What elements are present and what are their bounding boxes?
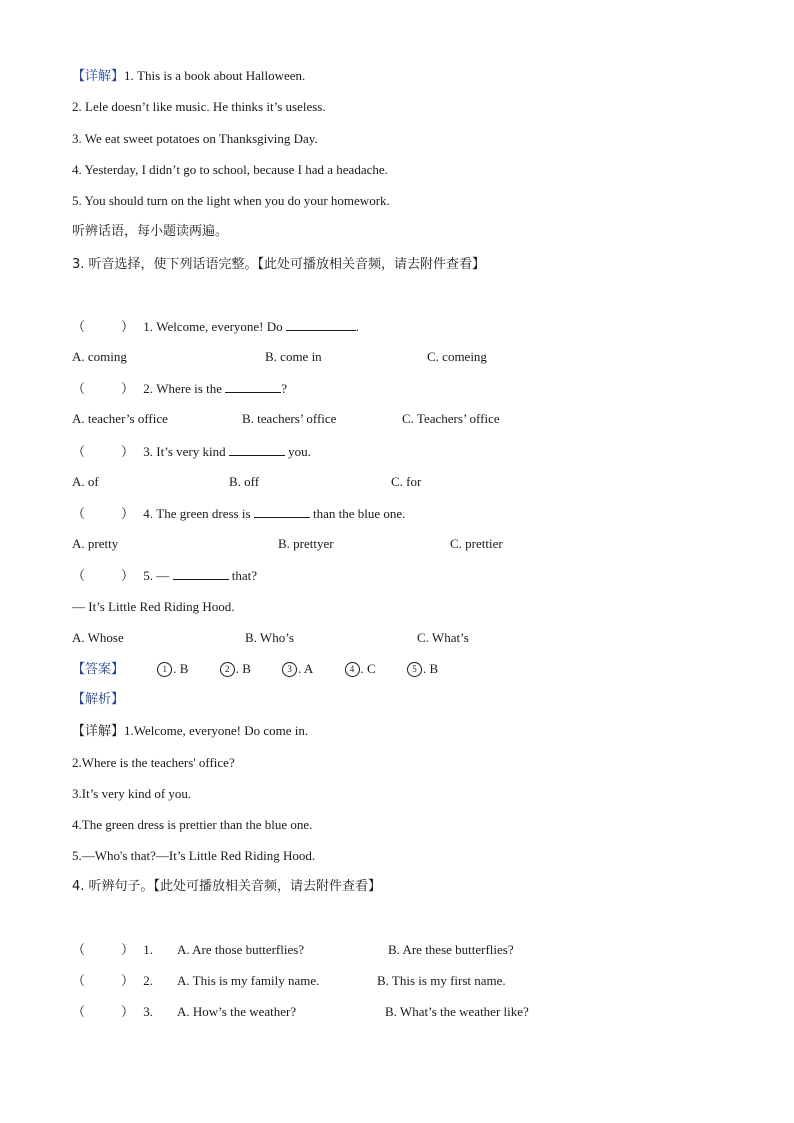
detail-line-2: 2. Lele doesn’t like music. He thinks it’s useless. bbox=[72, 99, 326, 114]
detail-tag: 【详解】 bbox=[72, 69, 125, 84]
detail-line-1 bbox=[72, 67, 305, 86]
paren-right: ） bbox=[121, 507, 135, 522]
option-a[interactable]: A. Whose bbox=[72, 630, 124, 645]
q3-stem-3-post: you. bbox=[288, 444, 311, 459]
q3-detail-line-4: 4.The green dress is prettier than the blue one. bbox=[72, 817, 313, 832]
q3-stem-5: 5. — bbox=[143, 568, 170, 583]
q3-stem-3: 3. It’s very kind bbox=[143, 444, 226, 459]
option-b[interactable]: B. off bbox=[229, 474, 260, 489]
q3-stem-4-post: than the blue one. bbox=[313, 506, 406, 521]
circled-number: 4 bbox=[345, 662, 360, 677]
q3-reply-5: — It’s Little Red Riding Hood. bbox=[72, 599, 235, 614]
q3-detail-line-5: 5.—Who's that?—It’s Little Red Riding Hood. bbox=[72, 848, 316, 863]
paren-right: ） bbox=[121, 1005, 135, 1020]
option-b[interactable]: B. come in bbox=[265, 349, 322, 364]
fill-blank bbox=[225, 379, 281, 393]
q3-stem-2-post: ? bbox=[281, 381, 288, 396]
paren-right: ） bbox=[121, 445, 135, 460]
fill-blank bbox=[254, 504, 310, 518]
answer-value: . B bbox=[422, 661, 439, 676]
q3-stem-5-post: that? bbox=[231, 568, 258, 583]
answer-line bbox=[72, 660, 466, 679]
q4-item-2 bbox=[72, 972, 506, 991]
circled-number: 2 bbox=[220, 662, 235, 677]
q4-item-1 bbox=[72, 941, 514, 960]
answer-value: . B bbox=[173, 661, 189, 676]
paren-left: （ bbox=[72, 569, 86, 584]
detail-line-5: 5. You should turn on the light when you do your homework. bbox=[72, 193, 390, 208]
q3-stem-4: 4. The green dress is bbox=[143, 506, 251, 521]
detail-line-3: 3. We eat sweet potatoes on Thanksgiving Day. bbox=[72, 131, 318, 146]
answer-item-2 bbox=[220, 660, 251, 678]
detail-line-4: 4. Yesterday, I didn’t go to school, because I had a headache. bbox=[72, 162, 388, 177]
q3-item-2 bbox=[72, 379, 287, 399]
option-b[interactable]: B. Who’s bbox=[245, 630, 294, 645]
answer-value: . C bbox=[360, 661, 376, 676]
q3-item-3 bbox=[72, 442, 311, 462]
circled-number: 1 bbox=[157, 662, 172, 677]
q4-title: 4. 听辨句子。【此处可播放相关音频，请去附件查看】 bbox=[72, 879, 382, 894]
answer-item-1 bbox=[157, 660, 188, 678]
paren-left: （ bbox=[72, 974, 86, 989]
answer-value: . A bbox=[298, 661, 314, 676]
q4-option-a[interactable]: A. This is my family name. bbox=[177, 973, 320, 988]
q4-option-b[interactable]: B. Are these butterflies? bbox=[388, 942, 514, 957]
option-a[interactable]: A. of bbox=[72, 474, 99, 489]
q4-option-b[interactable]: B. This is my first name. bbox=[377, 973, 506, 988]
option-a[interactable]: A. teacher’s office bbox=[72, 411, 168, 426]
paren-left: （ bbox=[72, 507, 86, 522]
fill-blank bbox=[286, 317, 356, 331]
paren-left: （ bbox=[72, 943, 86, 958]
option-c[interactable]: C. prettier bbox=[450, 536, 503, 551]
option-b[interactable]: B. prettyer bbox=[278, 536, 334, 551]
paren-right: ） bbox=[121, 974, 135, 989]
q3-item-4 bbox=[72, 504, 405, 524]
option-c[interactable]: C. What’s bbox=[417, 630, 469, 645]
q3-stem-1: 1. Welcome, everyone! Do bbox=[143, 319, 283, 334]
paren-left: （ bbox=[72, 382, 86, 397]
q3-item-5 bbox=[72, 566, 257, 586]
q4-num-3: 3. bbox=[143, 1004, 154, 1019]
answer-tag: 【答案】 bbox=[72, 662, 125, 677]
circled-number: 3 bbox=[282, 662, 297, 677]
detail-text: 1.Welcome, everyone! Do come in. bbox=[124, 723, 309, 738]
q3-stem-1-post: . bbox=[355, 319, 360, 334]
q4-option-b[interactable]: B. What’s the weather like? bbox=[385, 1004, 529, 1019]
detail-text: 1. This is a book about Halloween. bbox=[124, 68, 306, 83]
fill-blank bbox=[229, 442, 285, 456]
option-b[interactable]: B. teachers’ office bbox=[242, 411, 337, 426]
fill-blank bbox=[173, 566, 229, 580]
paren-right: ） bbox=[121, 382, 135, 397]
option-a[interactable]: A. coming bbox=[72, 349, 127, 364]
q3-detail-line-2: 2.Where is the teachers' office? bbox=[72, 755, 235, 770]
q3-title: 3. 听音选择，使下列话语完整。【此处可播放相关音频，请去附件查看】 bbox=[72, 257, 486, 272]
option-c[interactable]: C. Teachers’ office bbox=[402, 411, 500, 426]
q4-option-a[interactable]: A. Are those butterflies? bbox=[177, 942, 305, 957]
option-c[interactable]: C. for bbox=[391, 474, 422, 489]
paren-left: （ bbox=[72, 1005, 86, 1020]
q3-item-1 bbox=[72, 317, 359, 337]
q3-stem-2: 2. Where is the bbox=[143, 381, 222, 396]
answer-item-3 bbox=[282, 660, 313, 678]
section-instruction: 听辨话语，每小题读两遍。 bbox=[72, 224, 229, 239]
paren-right: ） bbox=[121, 943, 135, 958]
q4-item-3 bbox=[72, 1003, 529, 1022]
q4-num-2: 2. bbox=[143, 973, 154, 988]
circled-number: 5 bbox=[407, 662, 422, 677]
paren-right: ） bbox=[121, 320, 135, 335]
answer-item-5 bbox=[407, 660, 438, 678]
detail-tag: 【详解】 bbox=[72, 724, 125, 739]
paren-left: （ bbox=[72, 320, 86, 335]
option-a[interactable]: A. pretty bbox=[72, 536, 119, 551]
analysis-tag: 【解析】 bbox=[72, 692, 125, 707]
answer-value: . B bbox=[235, 661, 251, 676]
paren-right: ） bbox=[121, 569, 135, 584]
q3-detail-line-3: 3.It’s very kind of you. bbox=[72, 786, 192, 801]
q4-num-1: 1. bbox=[143, 942, 154, 957]
answer-item-4 bbox=[345, 660, 376, 678]
q4-option-a[interactable]: A. How’s the weather? bbox=[177, 1004, 297, 1019]
q3-detail-line-1 bbox=[72, 722, 308, 741]
option-c[interactable]: C. comeing bbox=[427, 349, 487, 364]
paren-left: （ bbox=[72, 445, 86, 460]
